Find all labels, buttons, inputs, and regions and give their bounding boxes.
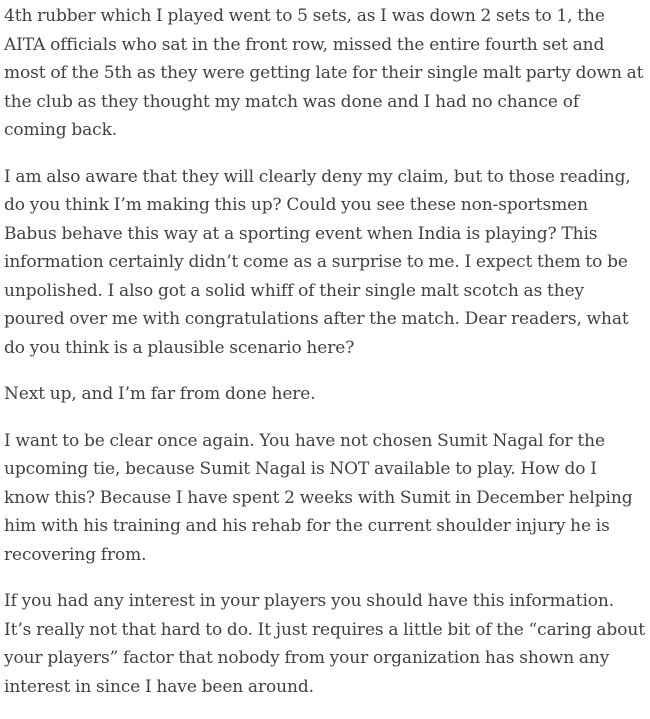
paragraph-next-up: Next up, and I’m far from done here. [4,384,316,404]
paragraph-player-interest: If you had any interest in your players you should have this information. It’s really not that hard to do. It just requires a little bit of the “caring about your players” factor that nobody from your organization has shown any interest in since I have been around. [4,591,645,697]
paragraph-rubber-match: 4th rubber which I played went to 5 sets, as I was down 2 sets to 1, the AITA officials who sat in the front row, missed the entire fourth set and most of the 5th as they were getting late for their single malt party down at the club as they thought my match was done and I had no chance of coming back. [4,6,644,140]
paragraph-deny-claim: I am also aware that they will clearly deny my claim, but to those reading, do you think I’m making this up? Could you see these non-sportsmen Babus behave this way at a sporting event when India is playing? This information certainly didn’t come as a surprise to me. I expect them to be unpolished. I also got a solid whiff of their single malt scotch as they poured over me with congratulations after the match. Dear readers, what do you think is a plausible scenario here? [4,166,631,358]
paragraph-sumit-nagal: I want to be clear once again. You have not chosen Sumit Nagal for the upcoming tie, because Sumit Nagal is NOT available to play. How do I know this? Because I have spent 2 weeks with Sumit in December helping him with his training and his rehab for the current shoulder injury he is recovering from. [4,430,633,565]
